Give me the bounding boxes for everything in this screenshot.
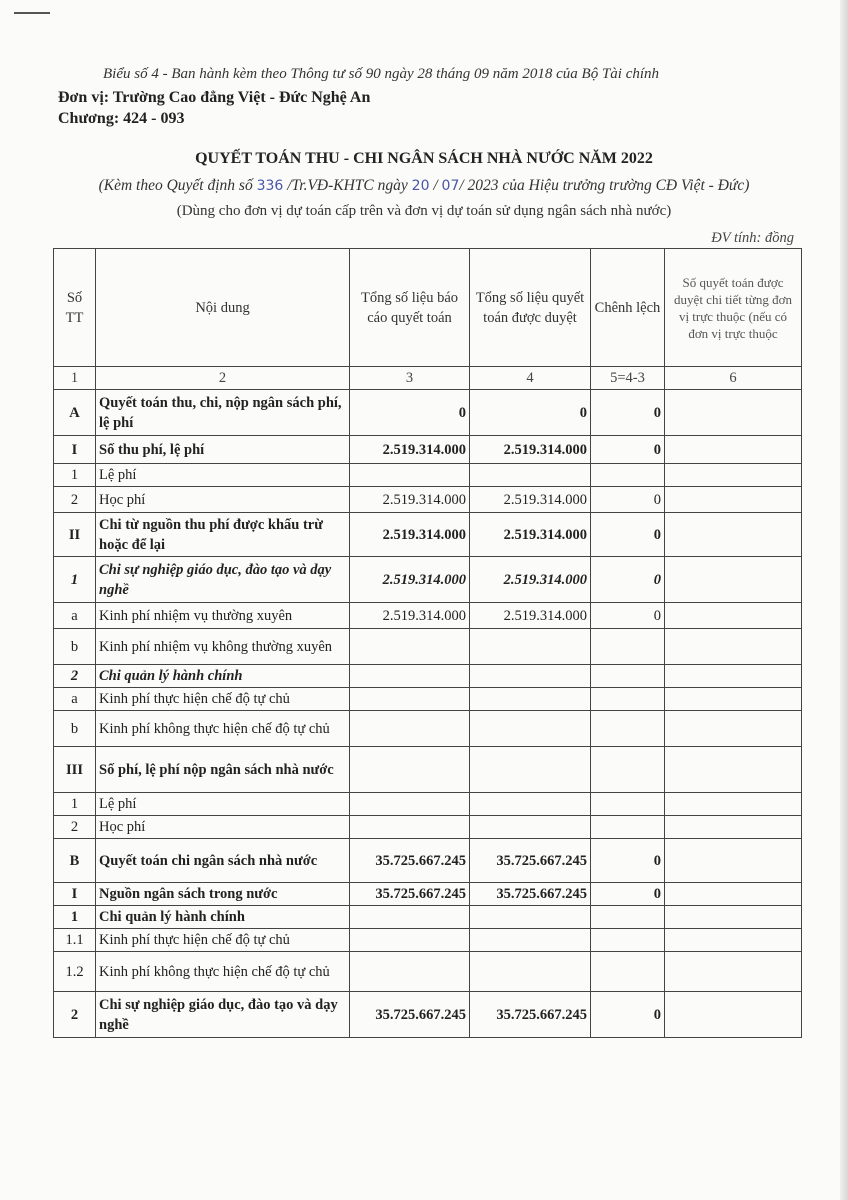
row-content: Chi từ nguồn thu phí được khấu trừ hoặc để lại <box>96 513 350 557</box>
row-content: Học phí <box>96 487 350 513</box>
row-content: Số phí, lệ phí nộp ngân sách nhà nước <box>96 747 350 793</box>
row-detail <box>665 436 802 464</box>
row-approved <box>470 793 591 816</box>
row-content: Lệ phí <box>96 464 350 487</box>
table-row <box>54 487 802 513</box>
row-stt: B <box>54 839 96 883</box>
decision-month-handwritten: 07 <box>441 178 460 194</box>
row-approved <box>470 816 591 839</box>
row-stt: 1 <box>54 464 96 487</box>
decision-sep: / <box>429 177 442 194</box>
row-detail <box>665 487 802 513</box>
table-row <box>54 816 802 839</box>
column-index: 5=4-3 <box>591 367 665 390</box>
row-reported: 0 <box>350 390 470 436</box>
row-content: Kinh phí không thực hiện chế độ tự chủ <box>96 711 350 747</box>
column-index: 4 <box>470 367 591 390</box>
row-approved <box>470 952 591 992</box>
table-row <box>54 688 802 711</box>
row-approved: 2.519.314.000 <box>470 513 591 557</box>
table-row <box>54 665 802 688</box>
row-diff <box>591 952 665 992</box>
row-diff <box>591 711 665 747</box>
row-detail <box>665 929 802 952</box>
row-content: Chi quản lý hành chính <box>96 906 350 929</box>
row-detail <box>665 992 802 1038</box>
row-stt: 1 <box>54 557 96 603</box>
form-reference: Biểu số 4 - Ban hành kèm theo Thông tư số 90 ngày 28 tháng 09 năm 2018 của Bộ Tài chính <box>103 66 660 82</box>
row-detail <box>665 464 802 487</box>
row-content: Chi sự nghiệp giáo dục, đào tạo và dạy nghề <box>96 992 350 1038</box>
row-approved <box>470 464 591 487</box>
decision-mid: /Tr.VĐ-KHTC ngày <box>283 177 412 194</box>
row-diff <box>591 464 665 487</box>
row-detail <box>665 883 802 906</box>
row-reported <box>350 665 470 688</box>
row-stt: a <box>54 603 96 629</box>
currency-unit-note: ĐV tính: đồng <box>711 230 794 246</box>
row-diff: 0 <box>591 513 665 557</box>
column-index-row <box>54 367 802 390</box>
row-content: Lệ phí <box>96 793 350 816</box>
row-approved <box>470 688 591 711</box>
row-content: Quyết toán chi ngân sách nhà nước <box>96 839 350 883</box>
row-approved: 35.725.667.245 <box>470 839 591 883</box>
scan-mark <box>14 12 50 14</box>
row-content: Kinh phí thực hiện chế độ tự chủ <box>96 929 350 952</box>
row-diff <box>591 629 665 665</box>
row-detail <box>665 906 802 929</box>
row-stt: 1.2 <box>54 952 96 992</box>
row-diff <box>591 816 665 839</box>
row-stt: b <box>54 629 96 665</box>
row-stt: 1.1 <box>54 929 96 952</box>
column-index: 6 <box>665 367 802 390</box>
table-row <box>54 839 802 883</box>
row-diff <box>591 665 665 688</box>
row-diff <box>591 929 665 952</box>
row-content: Kinh phí không thực hiện chế độ tự chủ <box>96 952 350 992</box>
row-diff <box>591 688 665 711</box>
row-reported <box>350 952 470 992</box>
column-index: 2 <box>96 367 350 390</box>
row-detail <box>665 603 802 629</box>
row-diff: 0 <box>591 487 665 513</box>
chapter-code: Chương: 424 - 093 <box>58 110 185 127</box>
table-row <box>54 557 802 603</box>
decision-reference <box>0 177 848 195</box>
row-reported: 35.725.667.245 <box>350 883 470 906</box>
table-row <box>54 793 802 816</box>
row-diff: 0 <box>591 883 665 906</box>
table-row <box>54 513 802 557</box>
table-header-row <box>54 249 802 367</box>
decision-number-handwritten: 336 <box>256 178 284 194</box>
row-approved: 2.519.314.000 <box>470 436 591 464</box>
row-reported: 2.519.314.000 <box>350 603 470 629</box>
row-approved <box>470 906 591 929</box>
row-reported: 35.725.667.245 <box>350 992 470 1038</box>
row-stt: I <box>54 883 96 906</box>
row-approved: 2.519.314.000 <box>470 487 591 513</box>
row-diff: 0 <box>591 603 665 629</box>
row-reported <box>350 711 470 747</box>
row-diff <box>591 747 665 793</box>
row-detail <box>665 665 802 688</box>
row-detail <box>665 390 802 436</box>
row-detail <box>665 952 802 992</box>
row-detail <box>665 747 802 793</box>
row-approved <box>470 747 591 793</box>
row-reported: 2.519.314.000 <box>350 513 470 557</box>
row-approved: 2.519.314.000 <box>470 557 591 603</box>
row-detail <box>665 557 802 603</box>
row-content: Chi sự nghiệp giáo dục, đào tạo và dạy nghề <box>96 557 350 603</box>
row-detail <box>665 793 802 816</box>
row-stt: 1 <box>54 906 96 929</box>
row-stt: 1 <box>54 793 96 816</box>
table-row <box>54 390 802 436</box>
decision-suffix: / 2023 của Hiệu trưởng trường CĐ Việt - Đức) <box>459 177 750 194</box>
row-stt: b <box>54 711 96 747</box>
row-detail <box>665 839 802 883</box>
table-row <box>54 436 802 464</box>
row-approved <box>470 929 591 952</box>
row-diff <box>591 906 665 929</box>
row-detail <box>665 688 802 711</box>
header-content: Nội dung <box>96 249 350 367</box>
row-stt: I <box>54 436 96 464</box>
header-diff: Chênh lệch <box>591 249 665 367</box>
table-row <box>54 711 802 747</box>
row-reported <box>350 929 470 952</box>
row-reported <box>350 747 470 793</box>
table-row <box>54 992 802 1038</box>
row-stt: 2 <box>54 665 96 688</box>
row-approved <box>470 629 591 665</box>
row-reported <box>350 688 470 711</box>
row-diff: 0 <box>591 839 665 883</box>
row-reported <box>350 906 470 929</box>
row-detail <box>665 711 802 747</box>
row-stt: a <box>54 688 96 711</box>
row-content: Kinh phí nhiệm vụ không thường xuyên <box>96 629 350 665</box>
settlement-table <box>53 248 802 1038</box>
scope-note: (Dùng cho đơn vị dự toán cấp trên và đơn vị dự toán sử dụng ngân sách nhà nước) <box>176 203 672 219</box>
row-approved: 35.725.667.245 <box>470 883 591 906</box>
row-content: Kinh phí nhiệm vụ thường xuyên <box>96 603 350 629</box>
row-stt: III <box>54 747 96 793</box>
row-diff: 0 <box>591 992 665 1038</box>
column-index: 1 <box>54 367 96 390</box>
row-stt: A <box>54 390 96 436</box>
row-detail <box>665 513 802 557</box>
table-row <box>54 906 802 929</box>
row-reported: 2.519.314.000 <box>350 436 470 464</box>
document-title: QUYẾT TOÁN THU - CHI NGÂN SÁCH NHÀ NƯỚC NĂM 2022 <box>195 150 653 167</box>
row-diff: 0 <box>591 390 665 436</box>
decision-prefix: (Kèm theo Quyết định số <box>98 177 257 194</box>
row-approved <box>470 711 591 747</box>
row-stt: 2 <box>54 487 96 513</box>
row-content: Nguồn ngân sách trong nước <box>96 883 350 906</box>
header-detail: Số quyết toán được duyệt chi tiết từng đơn vị trực thuộc (nếu có đơn vị trực thuộc <box>665 249 802 367</box>
unit-name: Đơn vị: Trường Cao đẳng Việt - Đức Nghệ An <box>58 89 371 106</box>
row-detail <box>665 816 802 839</box>
row-reported <box>350 816 470 839</box>
header-stt: Số TT <box>54 249 96 367</box>
row-approved: 0 <box>470 390 591 436</box>
row-stt: 2 <box>54 992 96 1038</box>
row-diff <box>591 793 665 816</box>
row-reported: 2.519.314.000 <box>350 487 470 513</box>
row-reported: 2.519.314.000 <box>350 557 470 603</box>
row-approved: 2.519.314.000 <box>470 603 591 629</box>
header-approved: Tổng số liệu quyết toán được duyệt <box>470 249 591 367</box>
row-reported <box>350 464 470 487</box>
table-row <box>54 464 802 487</box>
table-row <box>54 929 802 952</box>
row-detail <box>665 629 802 665</box>
row-approved: 35.725.667.245 <box>470 992 591 1038</box>
table-row <box>54 952 802 992</box>
row-stt: 2 <box>54 816 96 839</box>
table-row <box>54 603 802 629</box>
row-reported: 35.725.667.245 <box>350 839 470 883</box>
table-row <box>54 747 802 793</box>
row-content: Số thu phí, lệ phí <box>96 436 350 464</box>
header-reported: Tổng số liệu báo cáo quyết toán <box>350 249 470 367</box>
row-content: Quyết toán thu, chi, nộp ngân sách phí, lệ phí <box>96 390 350 436</box>
table-row <box>54 629 802 665</box>
column-index: 3 <box>350 367 470 390</box>
row-diff: 0 <box>591 557 665 603</box>
row-reported <box>350 629 470 665</box>
row-content: Chi quản lý hành chính <box>96 665 350 688</box>
row-content: Học phí <box>96 816 350 839</box>
row-stt: II <box>54 513 96 557</box>
table-row <box>54 883 802 906</box>
decision-day-handwritten: 20 <box>411 178 430 194</box>
row-content: Kinh phí thực hiện chế độ tự chủ <box>96 688 350 711</box>
row-diff: 0 <box>591 436 665 464</box>
row-approved <box>470 665 591 688</box>
row-reported <box>350 793 470 816</box>
